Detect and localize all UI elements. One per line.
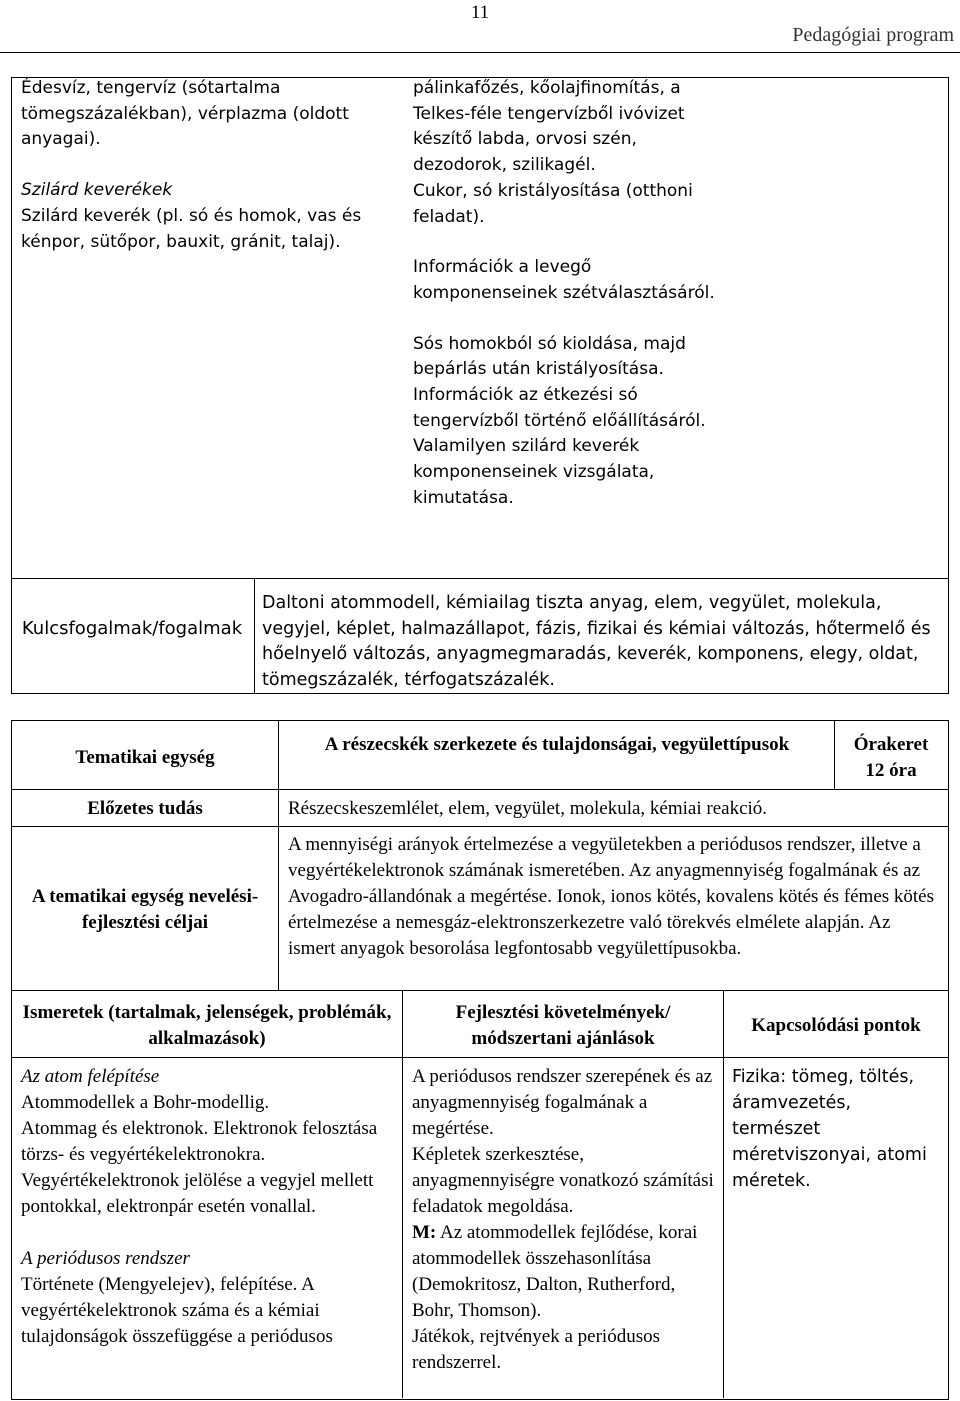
unit-col-divider-label: [278, 720, 279, 990]
prior-knowledge-label-text: Előzetes tudás: [87, 798, 203, 819]
col2-paragraph-understanding: A periódusos rendszer szerepének és az anyagmennyiség fogalmának a megértése.: [412, 1066, 713, 1139]
unit-row-divider-3: [11, 990, 949, 991]
top-table-row-divider: [11, 578, 949, 579]
col1-content: [21, 1064, 397, 1350]
left-heading-solid-mixtures: Szilárd keverékek: [21, 180, 173, 201]
col1-paragraph-periodic-history: Története (Mengyelejev), felépítése. A vegyértékelektronok száma és a kémiai tulajdonságok összefüggése a periódusos: [21, 1274, 333, 1347]
thematic-unit-title: [284, 732, 830, 758]
prior-knowledge-cell: [288, 796, 938, 822]
middle-paragraph-air-components: Információk a levegő komponenseinek szétválasztásáról.: [413, 257, 715, 303]
goals-cell: [288, 832, 938, 962]
col2-paragraph-games: Játékok, rejtvények a periódusos rendszerrel.: [412, 1326, 660, 1373]
col1-header-text: Ismeretek (tartalmak, jelenségek, problémák, alkalmazások): [22, 1002, 392, 1049]
hours-value: 12 óra: [865, 760, 917, 781]
col3-header-text: Kapcsolódási pontok: [751, 1015, 921, 1036]
unit-col-divider-1: [402, 990, 403, 1398]
unit-col-divider-2: [723, 990, 724, 1398]
col2-m-label: M:: [412, 1222, 437, 1243]
key-concepts-cell: [262, 591, 942, 694]
col1-paragraph-nucleus-electrons: Atommag és elektronok. Elektronok felosztása törzs- és vegyértékelektronokra.: [21, 1118, 378, 1165]
goals-label-text: A tematikai egység nevelési-fejlesztési céljai: [31, 886, 259, 933]
col3-content: [732, 1064, 944, 1194]
col2-paragraph-formulas: Képletek szerkesztése, anyagmennyiségre vonatkozó számítási feladatok megoldása.: [412, 1144, 714, 1217]
col3-header: [726, 1013, 946, 1039]
hours-label: Órakeret: [853, 734, 929, 755]
goals-text: A mennyiségi arányok értelmezése a vegyületekben a periódusos rendszer, illetve a vegyértékelektronok számának ismeretében. Az anyagmennyiség fogalmának és az Avogadro-állandónak a megértése. Ionok, ionos kötés, kovalens kötés és fémes kötés értelmezése a nemesgáz-elektronszerkezetre való törekvés elmélete alapján. Az ismert anyagok besorolása legfontosabb vegyülettípusokba.: [288, 834, 934, 959]
document-title: Pedagógiai program: [792, 24, 954, 46]
top-table-col-divider: [254, 578, 255, 693]
col2-header-text: Fejlesztési követelmények/ módszertani ajánlások: [455, 1002, 671, 1049]
col2-header: [406, 1000, 720, 1052]
key-concepts-text: Daltoni atommodell, kémiailag tiszta anyag, elem, vegyület, molekula, vegyjel, képlet, halmazállapot, fázis, fizikai és kémiai változás, hőtermelő és hőelnyelő változás, anyagmegmaradás, keverék, komponens, elegy, oldat, tömegszázalék, térfogatszázalék.: [262, 593, 931, 691]
hours-cell: [836, 732, 946, 784]
prior-knowledge-label: [14, 796, 276, 822]
page-number: 11: [470, 2, 490, 23]
key-concepts-label: [14, 616, 250, 642]
col1-paragraph-valence-notation: Vegyértékelektronok jelölése a vegyjel mellett pontokkal, elektronpár esetén vonallal.: [21, 1170, 374, 1217]
middle-paragraph-solid-mixture-analysis: Valamilyen szilárd keverék komponenseinek vizsgálata, kimutatása.: [413, 436, 655, 508]
top-middle-cell: [413, 76, 733, 512]
middle-paragraph-examples: pálinkafőzés, kőolajfinomítás, a Telkes-féle tengervízből ivóvizet készítő labda, orvosi szén, dezodorok, szilikagél.: [413, 78, 685, 176]
unit-col-divider-hours: [834, 720, 835, 789]
thematic-unit-title-text: A részecskék szerkezete és tulajdonságai, vegyülettípusok: [324, 734, 790, 755]
top-left-cell: [21, 76, 386, 255]
col2-content: [412, 1064, 720, 1376]
thematic-unit-label: [14, 745, 276, 771]
unit-row-divider-1: [11, 789, 949, 790]
col1-heading-atom-structure: Az atom felépítése: [21, 1066, 160, 1087]
thematic-unit-label-text: Tematikai egység: [75, 747, 215, 768]
left-paragraph-waters: Édesvíz, tengervíz (sótartalma tömegszázalékban), vérplazma (oldott anyagai).: [21, 78, 349, 150]
middle-paragraph-salt-sand: Sós homokból só kioldása, majd bepárlás után kristályosítása.: [413, 333, 686, 380]
col2-paragraph-methods: [412, 1220, 720, 1324]
prior-knowledge-text: Részecskeszemlélet, elem, vegyület, molekula, kémiai reakció.: [288, 798, 768, 819]
unit-row-divider-2: [11, 826, 949, 827]
middle-paragraph-crystallization: Cukor, só kristályosítása (otthoni feladat).: [413, 180, 693, 227]
key-concepts-label-text: Kulcsfogalmak/fogalmak: [21, 618, 243, 639]
unit-row-divider-4: [11, 1057, 949, 1058]
middle-paragraph-table-salt: Információk az étkezési só tengervízből történő előállításáról.: [413, 385, 706, 431]
left-paragraph-solid-mixtures: Szilárd keverék (pl. só és homok, vas és kénpor, sütőpor, bauxit, gránit, talaj).: [21, 205, 362, 252]
col3-paragraph-physics: Fizika: tömeg, töltés, áramvezetés, természet méretviszonyai, atomi méretek.: [732, 1067, 927, 1191]
col2-m-text: Az atommodellek fejlődése, korai atommodellek összehasonlítása (Demokritosz, Dalton, Rutherford, Bohr, Thomson).: [412, 1222, 698, 1321]
col1-paragraph-atom-models: Atommodellek a Bohr-modellig.: [21, 1092, 270, 1113]
goals-label: [14, 884, 276, 936]
header-rule: [0, 52, 960, 53]
col1-header: [14, 1000, 400, 1052]
col1-heading-periodic-table: A periódusos rendszer: [21, 1248, 190, 1269]
